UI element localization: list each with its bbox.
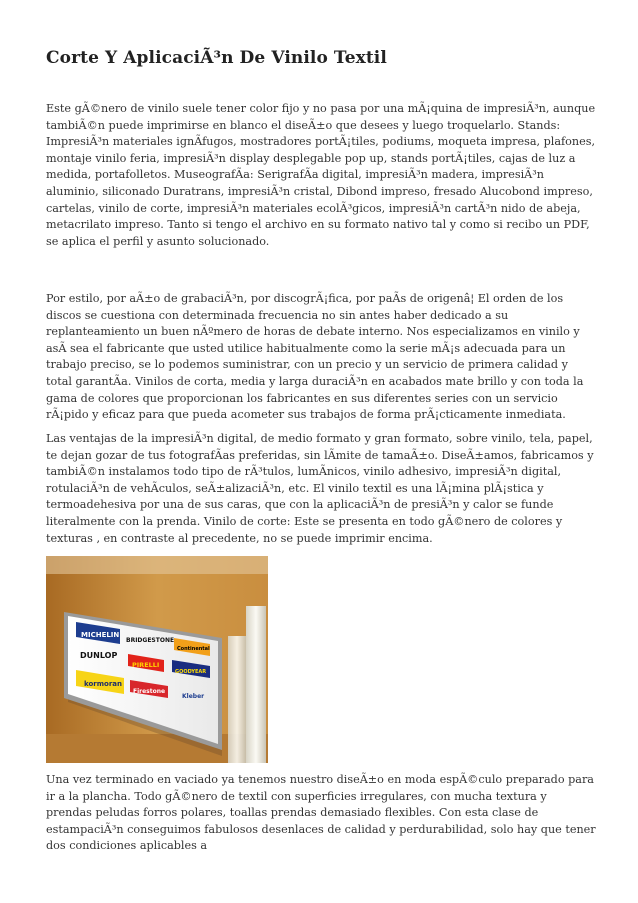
svg-text:Continental: Continental <box>177 646 210 652</box>
paragraph-4: Una vez terminado en vaciado ya tenemos nuestro diseÃ±o en moda espÃ©culo preparado para ir a la plancha. Todo gÃ©nero de textil con superficies irregulares, con mucha textura y prendas peludas forros polares, toallas prendas demasiado flexibles. Con esta clase de estampaciÃ³n conseguimos fabulosos desenlaces de calidad y perdurabilidad, solo hay que tener dos condiciones aplicables a <box>46 773 596 853</box>
paragraph-2: Por estilo, por aÃ±o de grabaciÃ³n, por discogrÃ¡fica, por paÃs de origenâ¦ El orden de los discos se cuestiona con determinada frecuencia no sin antes haber dedicado a su replanteamiento un buen nÃºmero de horas de debate interno. Nos especializamos en vinilo y asÃ sea el fabricante que usted utilice habitualmente como la serie mÃ¡s adecuada para un trabajo preciso, se lo podemos suministrar, con un precio y un servicio de primera calidad y total garantÃa. Vinilos de corta, media y larga duraciÃ³n en acabados mate brillo y con toda la gama de colores que proporcionan los fabricantes en sus diferentes series con un servicio rÃ¡pido y eficaz para que pueda acometer sus trabajos de forma prÃ¡cticamente inmediata. <box>46 292 584 422</box>
tire-brands-sign-photo <box>46 556 268 763</box>
svg-text:MICHELIN: MICHELIN <box>81 631 120 639</box>
page-title: Corte Y AplicaciÃ³n De Vinilo Textil <box>46 48 387 68</box>
svg-text:GOODYEAR: GOODYEAR <box>175 669 207 675</box>
paragraph-3: Las ventajas de la impresiÃ³n digital, de medio formato y gran formato, sobre vinilo, tela, papel, te dejan gozar de tus fotografÃas preferidas, sin lÃmite de tamaÃ±o. DiseÃ±amos, fabricamos y tambiÃ©n instalamos todo tipo de rÃ³tulos, lumÃnicos, vinilo adhesivo, impresiÃ³n digital, rotulaciÃ³n de vehÃculos, seÃ±alizaciÃ³n, etc. El vinilo textil es una lÃ¡mina plÃ¡stica y termoadehesiva por una de sus caras, que con la aplicaciÃ³n de presiÃ³n y calor se funde literalmente con la prenda. Vinilo de corte: Este se presenta en todo gÃ©nero de colores y texturas , en contraste al precedente, no se puede imprimir encima. <box>46 432 594 545</box>
kleber-logo <box>182 693 204 700</box>
svg-text:Firestone: Firestone <box>133 688 166 695</box>
svg-text:kormoran: kormoran <box>84 680 122 688</box>
svg-text:BRIDGESTONE: BRIDGESTONE <box>126 637 175 644</box>
svg-text:DUNLOP: DUNLOP <box>80 651 118 660</box>
svg-text:PIRELLI: PIRELLI <box>132 661 160 669</box>
dunlop-logo <box>80 651 117 660</box>
bridgestone-logo <box>126 637 174 644</box>
svg-text:Kleber: Kleber <box>182 693 205 700</box>
paragraph-1: Este gÃ©nero de vinilo suele tener color fijo y no pasa por una mÃ¡quina de impresiÃ³n, aunque tambiÃ©n puede imprimirse en blanco el diseÃ±o que desees y luego troquelarlo. Stands: ImpresiÃ³n materiales ignÃfugos, mostradores portÃ¡tiles, podiums, moqueta impresa, plafones, montaje vinilo feria, impresiÃ³n display desplegable pop up, stands portÃ¡tiles, cajas de luz a medida, portafolletos. MuseografÃa: SerigrafÃa digital, impresiÃ³n madera, impresiÃ³n aluminio, siliconado Duratrans, impresiÃ³n cristal, Dibond impreso, fresado Alucobond impreso, cartelas, vinilo de corte, impresiÃ³n materiales ecolÃ³gicos, impresiÃ³n cartÃ³n nido de abeja, metacrilato impreso. Tanto si tengo el archivo en su formato nativo tal y como si recibo un PDF, se aplica el perfil y asunto solucionado. <box>46 102 596 248</box>
